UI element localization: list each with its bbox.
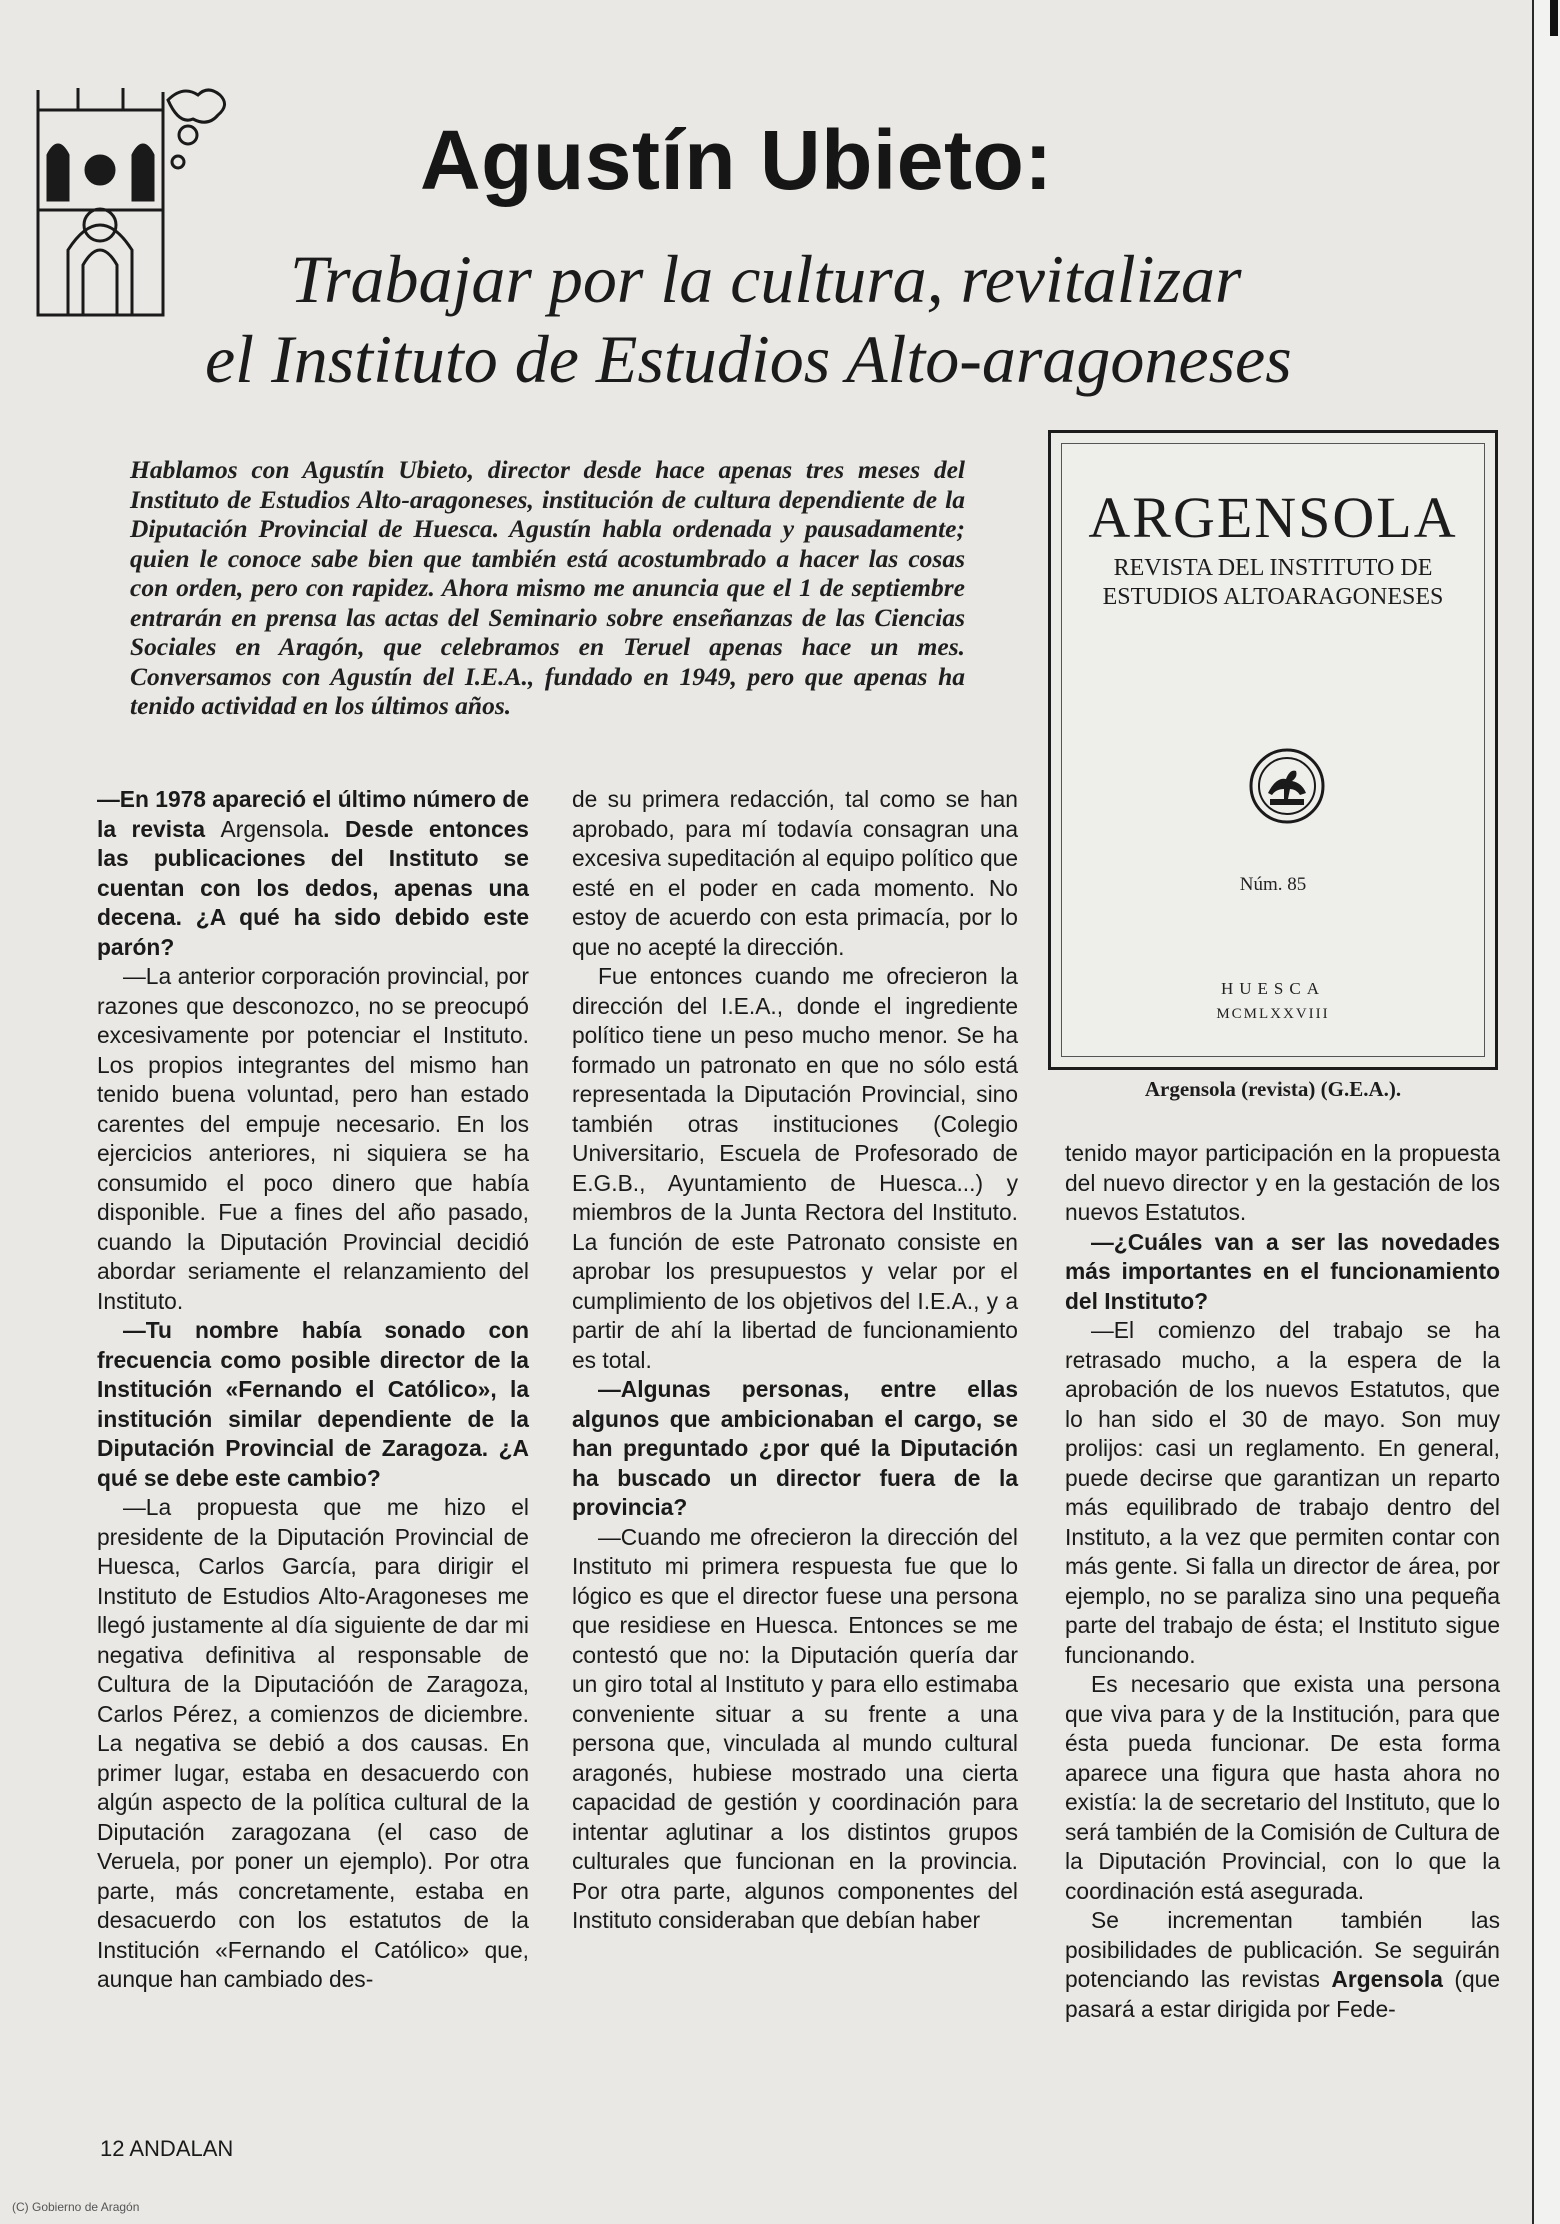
intro-paragraph: Hablamos con Agustín Ubieto, director desde hace apenas tres meses del Instituto de Estudios Alto-aragoneses, institución de cultura dependiente de la Diputación Provincial de Huesca. Agustín habla ordenada y pausadamente; quien le conoce sabe bien que también está acostumbrado a hacer las cosas con orden, pero con rapidez. Ahora mismo me anuncia que el 1 de septiembre entrarán en prensa las actas del Seminario sobre enseñanzas de las Ciencias Sociales en Aragón, que celebramos en Teruel apenas hace un mes. Conversamos con Agustín del I.E.A., fundado en 1949, pero que apenas ha tenido actividad en los últimos años.	[130, 455, 965, 720]
answer-3-continued: tenido mayor participación en la propuesta del nuevo director y en la gestación de los nuevos Estatutos.	[1065, 1140, 1500, 1225]
question-1	[97, 785, 529, 962]
question-1-text-b: . Desde entonces las publicaciones del Instituto se cuentan con los dedos, apenas una decena. ¿A qué ha sido debido este parón?	[97, 815, 529, 960]
page-folio: 12 ANDALAN	[100, 2136, 234, 2161]
section-logo-icon	[28, 70, 248, 320]
question-4: —¿Cuáles van a ser las novedades más importantes en el funcionamiento del Instituto?	[1065, 1228, 1500, 1314]
answer-4-paragraph-c	[1065, 1906, 1500, 2024]
cover-subtitle	[1062, 554, 1484, 612]
question-1-text-a: —En 1978 apareció el último número de la revista	[97, 786, 530, 842]
cover-city: HUESCA	[1220, 979, 1325, 998]
question-1-magazine-title: Argensola	[220, 815, 324, 842]
copyright-note: (C) Gobierno de Aragón	[12, 2200, 140, 2214]
cover-caption: Argensola (revista) (G.E.A.).	[1144, 1077, 1402, 1101]
seal-icon	[1248, 747, 1326, 825]
answer-4-c-text-a: Se incrementan también las posibilidades de publicación. Se seguirán potenciando las revistas	[1065, 1907, 1500, 1992]
question-3: —Algunas personas, entre ellas algunos que ambicionaban el cargo, se han preguntado ¿por qué la Diputación ha buscado un director fuera de la provincia?	[572, 1376, 1018, 1520]
cover-title: ARGENSOLA	[1088, 485, 1458, 550]
answer-2-continued: de su primera redacción, tal como se han aprobado, para mí todavía consagran una excesiva supeditación al equipo político que esté en el poder en cada momento. No estoy de acuerdo con esta primacía, por lo que no acepté la dirección.	[572, 786, 1018, 960]
subtitle-line-2: el Instituto de Estudios Alto-aragoneses	[205, 321, 1292, 397]
question-2: —Tu nombre había sonado con frecuencia como posible director de la Institución «Fernando el Católico», la institución similar dependiente de la Diputación Provincial de Zaragoza. ¿A qué se debe este cambio?	[97, 1317, 529, 1491]
headline: Agustín Ubieto:	[420, 113, 1053, 207]
answer-4: —El comienzo del trabajo se ha retrasado mucho, a la espera de la aprobación de los nuevos Estatutos, que lo han sido el 30 de mayo. Son muy prolijos: casi un reglamento. En general, puede decirse que garantizan un reparto más equilibrado de trabajo dentro del Instituto, a la vez que permiten contar con más gente. Si falla un director de área, por ejemplo, no se paraliza sino una pequeña parte del trabajo de ésta; el Instituto sigue funcionando.	[1065, 1317, 1500, 1668]
answer-3: —Cuando me ofrecieron la dirección del Instituto mi primera respuesta fue que lo lógico es que el director fuese una persona que residiese en Huesca. Entonces se me contestó que no: la Diputación quería dar un giro total al Instituto y para ello estimaba conveniente situar a su frente a una persona que, vinculada al mundo cultural aragonés, hubiese mostrado una cierta capacidad de gestión y coordinación para intentar aglutinar a los distintos grupos culturales que funcionan en la provincia. Por otra parte, algunos componentes del Instituto consideraban que debían haber	[572, 1523, 1018, 1933]
edge-mark	[1550, 0, 1558, 36]
subtitle-line-1: Trabajar por la cultura, revitalizar	[290, 241, 1242, 317]
answer-2: —La propuesta que me hizo el presidente de la Diputación Provincial de Huesca, Carlos García, para dirigir el Instituto de Estudios Alto-Aragoneses me llegó justamente al día siguiente de dar mi negativa definitiva al responsable de Cultura de la Diputacióón de Zaragoza, Carlos Pérez, a comienzos de diciembre. La negativa se debió a dos causas. En primer lugar, estaba en desacuerdo con algún aspecto de la política cultural de la Diputación zaragozana (el caso de Veruela, por poner un ejemplo). Por otra parte, más concretamente, estaba en desacuerdo con los estatutos de la Institución «Fernando el Católico» que, aunque han cambiado des-	[97, 1494, 529, 1992]
cover-subtitle-line-2: ESTUDIOS ALTOARAGONESES	[1102, 584, 1444, 610]
answer-4-c-text-b: (que pasará a estar dirigida por Fede-	[1065, 1966, 1500, 2022]
magazine-cover	[1048, 430, 1498, 1070]
answer-1: —La anterior corporación provincial, por razones que desconozco, no se preocupó excesivamente por potenciar el Instituto. Los propios integrantes del mismo han tenido buena voluntad, pero han estado carentes del empuje necesario. En los ejercicios anteriores, ni siquiera se ha consumido el poco dinero que había disponible. Fue a fines del año pasado, cuando la Diputación Provincial decidió abordar seriamente el relanzamiento del Instituto.	[97, 963, 529, 1314]
magazine-cover-inner	[1061, 443, 1485, 1057]
answer-4-c-magazine-title: Argensola	[1331, 1966, 1443, 1992]
column-1	[97, 785, 529, 1995]
answer-2-paragraph-b: Fue entonces cuando me ofrecieron la dirección del I.E.A., donde el ingrediente político tiene un peso mucho menor. Se ha formado un patronato en que no sólo está representada la Diputación Provincial, sino también otras instituciones (Colegio Universitario, Escuela de Profesorado de E.G.B., Ayuntamiento de Huesca...) y miembros de la Junta Rectora del Instituto. La función de este Patronato consiste en aprobar los presupuestos y velar por el cumplimiento de los objetivos del I.E.A., y a partir de ahí la libertad de funcionamiento es total.	[572, 963, 1018, 1373]
page-edge	[1532, 0, 1560, 2224]
cover-number: Núm. 85	[1239, 874, 1307, 895]
answer-4-paragraph-b: Es necesario que exista una persona que viva para y de la Institución, para que ésta pueda funcionar. De esta forma aparece una figura que hasta ahora no existía: la de secretario del Instituto, que lo será también de la Comisión de Cultura de la Diputación Provincial, con lo que la coordinación está asegurada.	[1065, 1671, 1500, 1904]
column-3	[1065, 1139, 1500, 2024]
cover-subtitle-line-1: REVISTA DEL INSTITUTO DE	[1113, 555, 1433, 581]
cover-year: MCMLXXVIII	[1216, 1006, 1330, 1022]
column-2	[572, 785, 1018, 1936]
